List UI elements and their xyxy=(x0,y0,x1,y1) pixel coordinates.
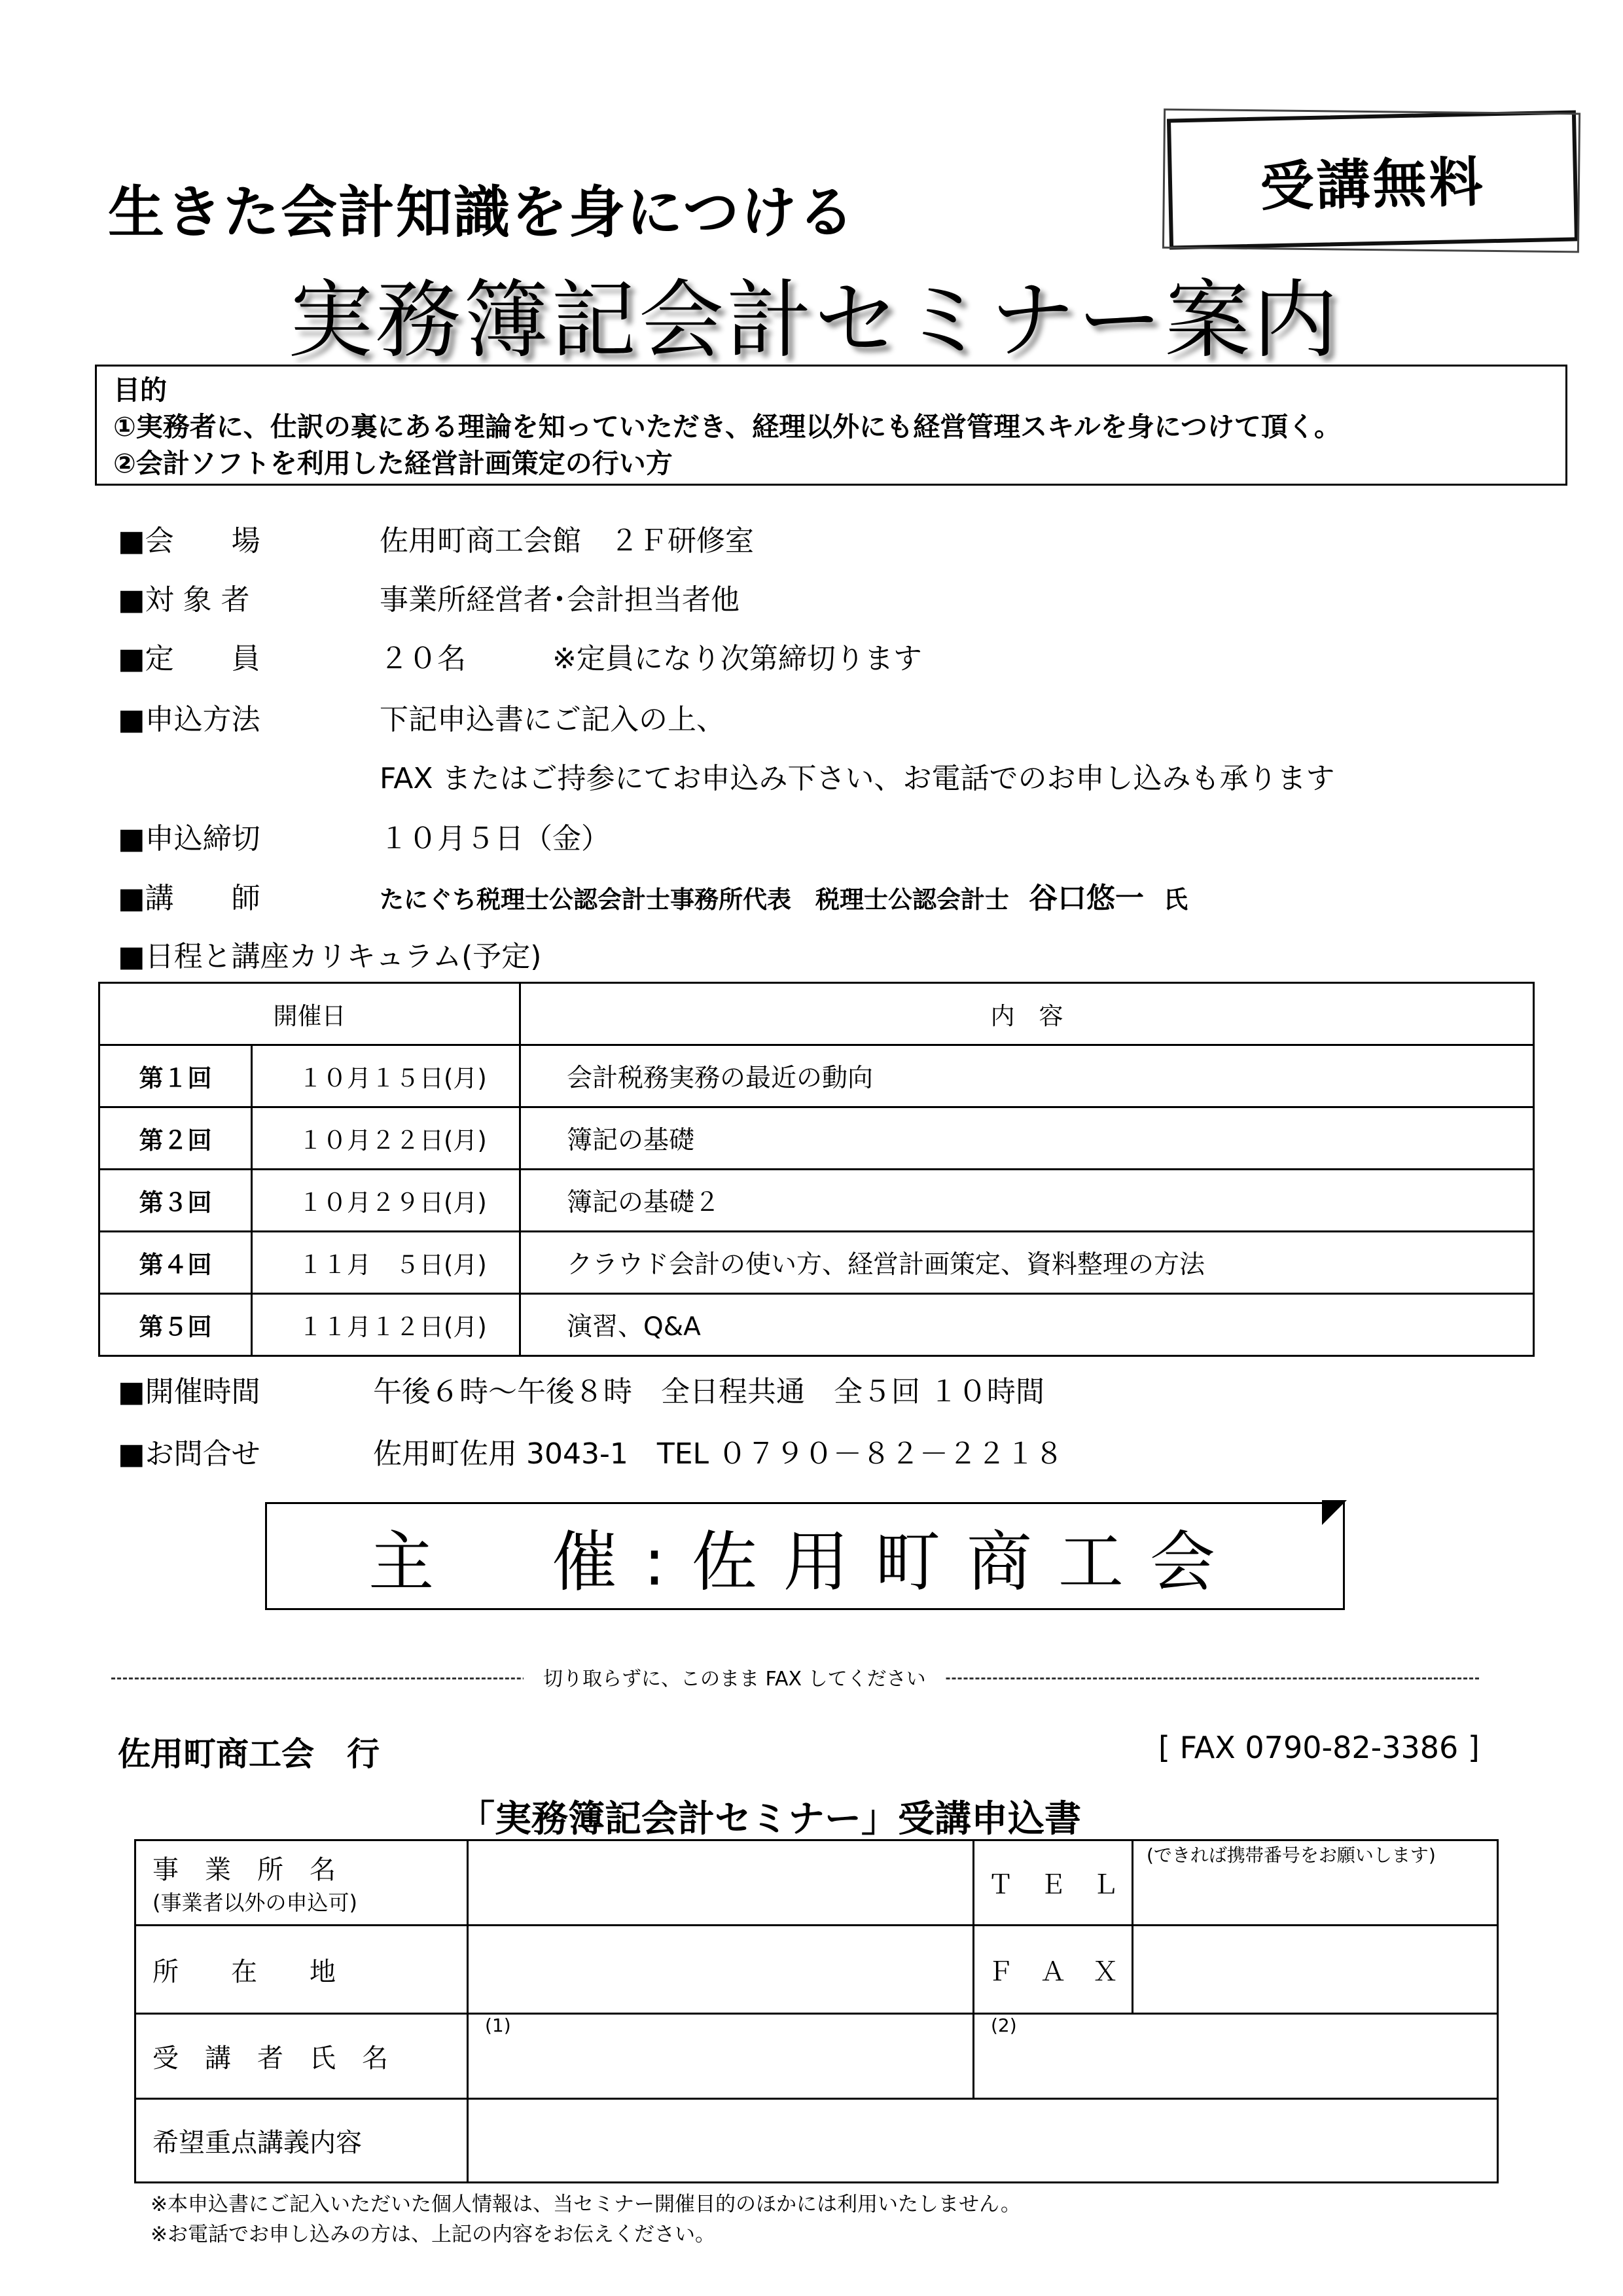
tel-note: (できれば携帯番号をお願いします) xyxy=(1147,1844,1436,1866)
purpose-line-1: ①実務者に、仕訳の裏にある理論を知っていただき、経理以外にも経営管理スキルを身につけて頂く。 xyxy=(113,411,1342,442)
info-target xyxy=(118,576,740,618)
venue-label: ■会 場 xyxy=(118,524,260,558)
info-contact xyxy=(118,1430,1063,1472)
attendee-1-marker: (1) xyxy=(485,2015,511,2036)
table-row xyxy=(99,1107,1534,1170)
host-box-corner xyxy=(1322,1500,1347,1525)
session-date: １０月２２日(月) xyxy=(252,1107,520,1170)
apply-label: ■申込方法 xyxy=(118,703,260,736)
form-row-attendee xyxy=(135,2014,1498,2099)
session-content: 会計税務実務の最近の動向 xyxy=(520,1045,1534,1107)
table-row xyxy=(99,1045,1534,1107)
info-lecturer xyxy=(118,874,1188,916)
session-no: 第１回 xyxy=(99,1045,252,1107)
schedule-table xyxy=(98,982,1535,1357)
time-value: 午後６時～午後８時 全日程共通 全５回 １０時間 xyxy=(373,1375,1044,1408)
session-no: 第４回 xyxy=(99,1232,252,1294)
address-label xyxy=(135,1926,468,2014)
headline: 生きた会計知識を身につける xyxy=(108,180,856,245)
table-row xyxy=(99,1170,1534,1232)
purpose-box xyxy=(95,365,1567,486)
schedule-header-row xyxy=(99,983,1534,1045)
info-apply xyxy=(118,696,725,738)
schedule-label: ■日程と講座カリキュラム(予定) xyxy=(118,940,542,973)
business-name-text: 事 業 所 名 xyxy=(152,1855,336,1885)
form-recipient: 佐用町商工会 行 xyxy=(118,1735,380,1773)
note-line-2: ※お電話でお申し込みの方は、上記の内容をお伝えください。 xyxy=(151,2223,715,2246)
session-content: 簿記の基礎２ xyxy=(520,1170,1534,1232)
wish-field[interactable] xyxy=(468,2099,1498,2183)
business-name-note: (事業者以外の申込可) xyxy=(152,1890,357,1915)
target-label: ■対 象 者 xyxy=(118,583,250,617)
cut-instruction: 切り取らずに、このまま FAX してください xyxy=(524,1662,946,1691)
note-line-1: ※本申込書にご記入いただいた個人情報は、当セミナー開催目的のほかには利用いたしません。 xyxy=(151,2193,1021,2216)
wish-text: 希望重点講義内容 xyxy=(152,2128,362,2158)
form-notes xyxy=(151,2189,1021,2250)
wish-label xyxy=(135,2099,468,2183)
time-label: ■開催時間 xyxy=(118,1375,260,1408)
form-title: 「実務簿記会計セミナー」受講申込書 xyxy=(458,1798,1081,1840)
session-no: 第５回 xyxy=(99,1294,252,1356)
contact-value: 佐用町佐用 3043-1 TEL ０７９０－８２－２２１８ xyxy=(373,1437,1064,1471)
session-no: 第３回 xyxy=(99,1170,252,1232)
attendee-field-1[interactable] xyxy=(468,2014,974,2099)
purpose-line-2: ②会計ソフトを利用した経営計画策定の行い方 xyxy=(113,448,673,479)
schedule-header-date: 開催日 xyxy=(99,983,520,1045)
lecturer-title: たにぐち税理士公認会計士事務所代表 税理士公認会計士 xyxy=(380,886,1009,914)
info-time xyxy=(118,1368,1044,1410)
info-venue xyxy=(118,517,754,559)
session-content: 簿記の基礎 xyxy=(520,1107,1534,1170)
form-fax-number: [ FAX 0790-82-3386 ] xyxy=(1158,1730,1480,1765)
info-deadline xyxy=(118,815,610,857)
fax-label: Ｆ Ａ Ｘ xyxy=(974,1926,1133,2014)
business-name-field[interactable] xyxy=(468,1840,974,1926)
form-row-wish xyxy=(135,2099,1498,2183)
business-name-label xyxy=(135,1840,468,1926)
target-value: 事業所経営者･会計担当者他 xyxy=(380,583,740,617)
session-date: １０月１５日(月) xyxy=(252,1045,520,1107)
capacity-label: ■定 員 xyxy=(118,642,260,675)
address-field[interactable] xyxy=(468,1926,974,2014)
main-title: 実務簿記会計セミナー案内 xyxy=(288,270,1341,370)
host-box xyxy=(265,1502,1345,1610)
session-date: １１月１２日(月) xyxy=(252,1294,520,1356)
session-content: 演習、Q&A xyxy=(520,1294,1534,1356)
attendee-text: 受 講 者 氏 名 xyxy=(152,2043,388,2073)
attendee-field-2[interactable] xyxy=(974,2014,1498,2099)
lecturer-label: ■講 師 xyxy=(118,882,260,915)
free-badge-text: 受講無料 xyxy=(1259,151,1486,219)
fax-field[interactable] xyxy=(1133,1926,1498,2014)
apply-line-1: 下記申込書にご記入の上、 xyxy=(380,703,725,736)
attendee-label xyxy=(135,2014,468,2099)
deadline-value: １０月５日（金） xyxy=(380,822,610,855)
session-no: 第２回 xyxy=(99,1107,252,1170)
attendee-2-marker: (2) xyxy=(991,2015,1017,2036)
venue-value: 佐用町商工会館 ２Ｆ研修室 xyxy=(380,524,754,558)
form-row-business xyxy=(135,1840,1498,1926)
lecturer-suffix: 氏 xyxy=(1164,886,1188,914)
lecturer-name: 谷口悠一 xyxy=(1029,882,1144,915)
tel-label: Ｔ Ｅ Ｌ xyxy=(974,1840,1133,1926)
tel-field[interactable] xyxy=(1133,1840,1498,1926)
session-date: １１月 ５日(月) xyxy=(252,1232,520,1294)
form-row-address xyxy=(135,1926,1498,2014)
table-row xyxy=(99,1294,1534,1356)
capacity-value: ２０名 ※定員になり次第締切ります xyxy=(380,642,922,675)
contact-label: ■お問合せ xyxy=(118,1437,260,1471)
session-content: クラウド会計の使い方、経営計画策定、資料整理の方法 xyxy=(520,1232,1534,1294)
host-text: 主 催:佐用町商工会 xyxy=(368,1523,1241,1600)
address-text: 所 在 地 xyxy=(152,1956,336,1987)
schedule-header-content: 内 容 xyxy=(520,983,1534,1045)
apply-line-2: FAX またはご持参にてお申込み下さい、お電話でのお申し込みも承ります xyxy=(380,762,1335,795)
table-row xyxy=(99,1232,1534,1294)
session-date: １０月２９日(月) xyxy=(252,1170,520,1232)
purpose-heading: 目的 xyxy=(113,374,167,406)
application-form xyxy=(134,1839,1499,2183)
info-capacity xyxy=(118,635,922,677)
deadline-label: ■申込締切 xyxy=(118,822,260,855)
free-badge xyxy=(1167,110,1578,249)
